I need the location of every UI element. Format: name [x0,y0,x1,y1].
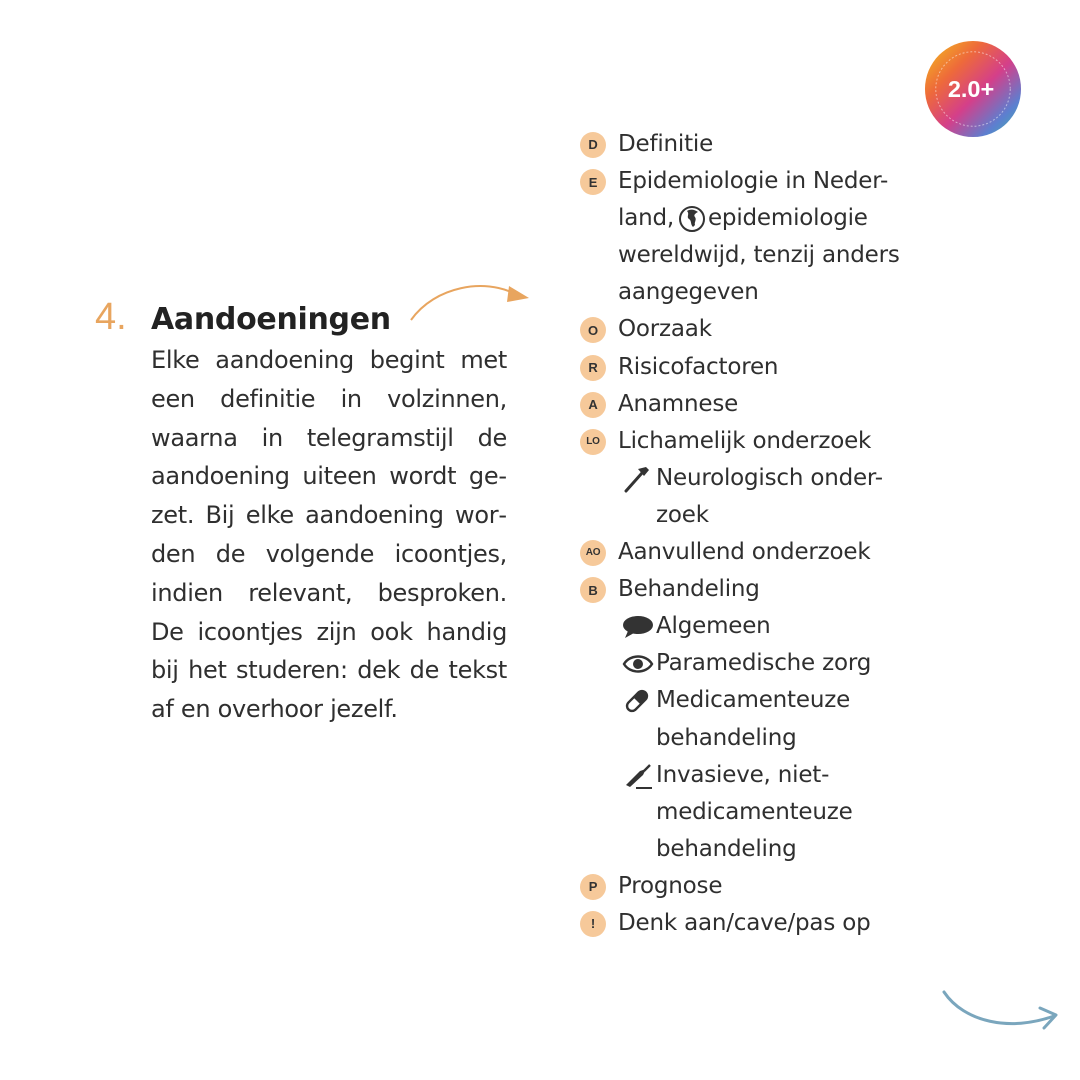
code-badge: B [580,577,606,603]
legend-label [656,682,940,756]
legend-label [656,460,940,534]
legend-item-definitie [580,126,940,163]
code-badge: O [580,317,606,343]
legend-label-line: epidemiologie [707,205,868,232]
legend-item-risicofactoren [580,349,940,386]
code-badge: A [580,392,606,418]
code-badge: ! [580,911,606,937]
eye-icon [622,649,656,679]
legend-label-line: medicamenteuze [656,798,853,825]
section-title: Aandoeningen [151,302,391,337]
legend-label: Algemeen [656,613,771,640]
legend-label-line: aangegeven [618,279,759,306]
legend-label: Behandeling [618,576,760,603]
icon-legend [580,126,940,942]
legend-item-algemeen [580,608,940,645]
legend-label-line: land, [618,205,674,232]
legend-label-line: wereldwijd, tenzij anders [618,242,900,269]
edition-badge [924,40,1022,138]
code-badge: R [580,355,606,381]
intro-paragraph: Elke aandoening begint met een definitie in volzinnen, waarna in telegramstijl de aandoening uiteen wordt gezet. Bij elke aandoening worden de volgende icoontjes, indien relevant, besproken. De icoontjes zijn ook handig bij het studeren: dek de tekst af en overhoor jezelf. [151,346,507,724]
legend-item-neurologisch [580,460,940,534]
reflex-hammer-icon [622,464,656,494]
legend-item-anamnese [580,386,940,423]
legend-item-paramedische-zorg [580,645,940,682]
badge-label: 2.0+ [947,75,995,102]
legend-label-line: Epidemiologie in Neder- [618,168,889,195]
section-number: 4. [95,296,127,338]
globe-icon [678,205,706,233]
legend-label: Paramedische zorg [656,650,872,677]
legend-label [618,163,940,311]
legend-label-line: zoek [656,501,709,528]
code-badge: LO [580,429,606,455]
legend-item-lichamelijk-onderzoek [580,423,940,460]
legend-label: Prognose [618,872,723,899]
legend-label: Risicofactoren [618,353,779,380]
legend-label: Definitie [618,131,714,157]
legend-label-line: Invasieve, niet- [656,761,830,788]
legend-label: Oorzaak [618,316,712,343]
legend-label-line: Medicamenteuze [656,687,851,714]
legend-label-line: behandeling [656,724,797,751]
legend-item-prognose [580,868,940,905]
code-badge: D [580,132,606,158]
speech-bubble-icon [622,612,656,642]
legend-item-denk-aan [580,905,940,942]
legend-item-oorzaak [580,311,940,348]
legend-label: Anamnese [618,390,739,417]
curved-arrow-icon [405,276,535,326]
pill-icon [622,686,656,716]
legend-label-line: Neurologisch onder- [656,464,883,491]
legend-item-medicamenteuze-behandeling [580,682,940,756]
legend-label: Aanvullend onderzoek [618,539,871,566]
legend-label [656,757,940,868]
section-heading [95,296,391,339]
scalpel-icon [622,761,656,791]
code-badge: E [580,169,606,195]
legend-label: Denk aan/cave/pas op [618,909,871,936]
code-badge: P [580,874,606,900]
code-badge: AO [580,540,606,566]
legend-item-aanvullend-onderzoek [580,534,940,571]
next-page-arrow-icon[interactable] [940,986,1064,1038]
legend-item-epidemiologie [580,163,940,311]
legend-label-line: behandeling [656,835,797,862]
legend-item-invasieve-behandeling [580,757,940,868]
legend-item-behandeling [580,571,940,608]
legend-label: Lichamelijk onderzoek [618,427,872,454]
